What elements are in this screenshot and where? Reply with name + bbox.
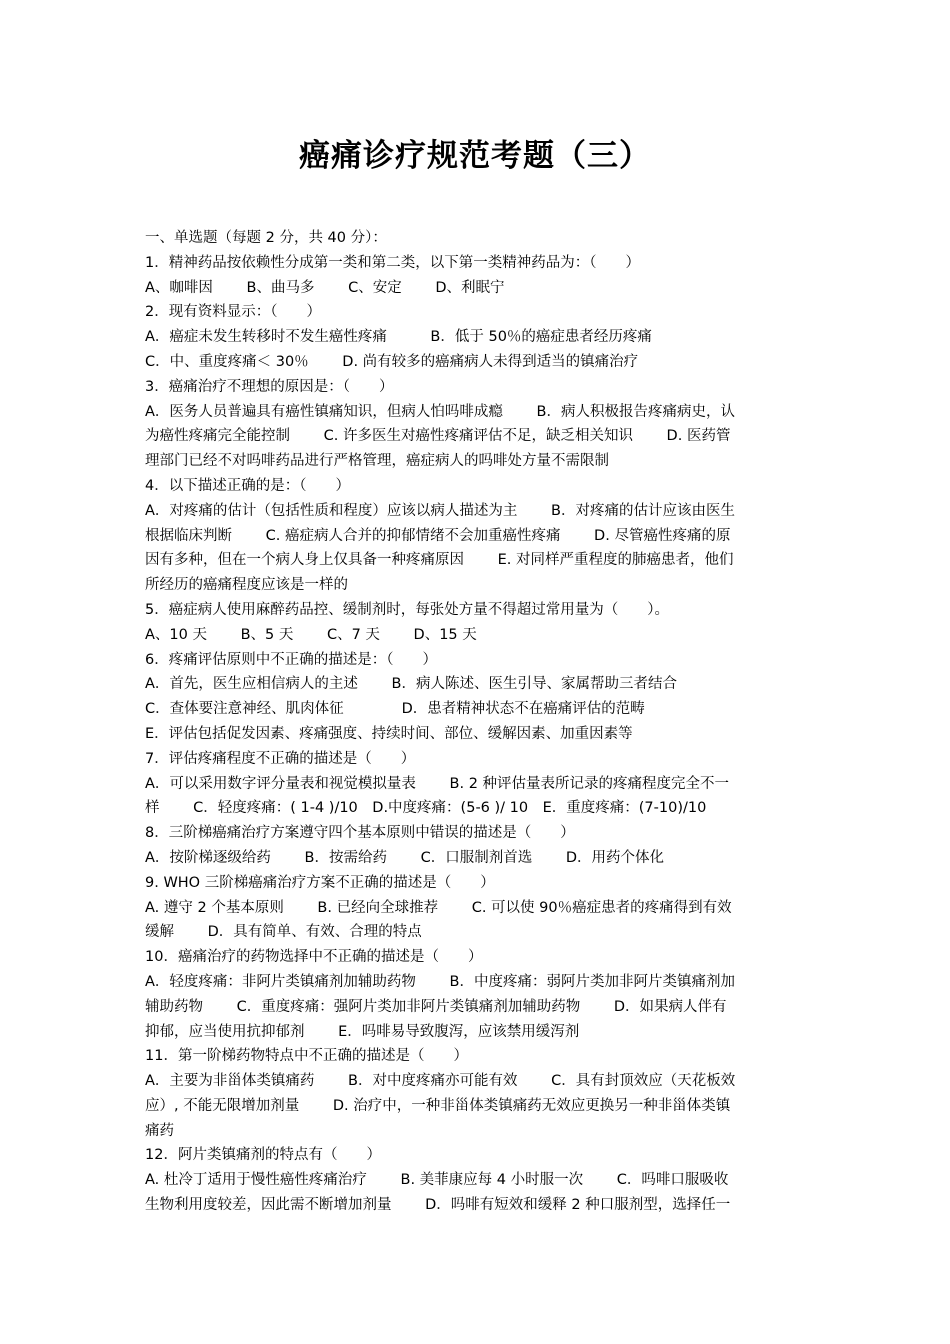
text-line: 11．第一阶梯药物特点中不正确的描述是（ ） [145, 1048, 468, 1065]
text-line: 所经历的癌痛程度应该是一样的 [145, 577, 348, 594]
text-line: 1．精神药品按依赖性分成第一类和第二类，以下第一类精神药品为：（ ） [145, 254, 640, 271]
text-line: 4．以下描述正确的是：（ ） [145, 477, 350, 494]
text-line: 9. WHO 三阶梯癌痛治疗方案不正确的描述是（ ） [145, 874, 495, 891]
text-line: 12．阿片类镇痛剂的特点有（ ） [145, 1147, 381, 1164]
text-line: 痛药 [145, 1122, 174, 1139]
text-line: 因有多种，但在一个病人身上仅具备一种疼痛原因 E. 对同样严重程度的肺癌患者，他们 [145, 552, 734, 569]
text-line: 样 C．轻度疼痛：( 1-4 )/10 D.中度疼痛：(5-6 )/ 10 E．重度疼痛：(7-10)/10 [145, 800, 707, 817]
text-line: A、10 天 B、5 天 C、7 天 D、15 天 [145, 626, 477, 643]
text-line: 缓解 D．具有简单、有效、合理的特点 [145, 924, 422, 941]
text-line: A．按阶梯逐级给药 B．按需给药 C．口服制剂首选 D．用药个体化 [145, 849, 664, 866]
text-line: A．可以采用数字评分量表和视觉模拟量表 B. 2 种评估量表所记录的疼痛程度完全不一 [145, 775, 730, 792]
text-line: 理部门已经不对吗啡药品进行严格管理，癌症病人的吗啡处方量不需限制 [145, 453, 609, 470]
exam-body [145, 226, 809, 1218]
text-line: A．对疼痛的估计（包括性质和程度）应该以病人描述为主 B．对疼痛的估计应该由医生 [145, 502, 735, 519]
text-line: 7．评估疼痛程度不正确的描述是（ ） [145, 750, 416, 767]
text-line: A．首先，医生应相信病人的主述 B．病人陈述、医生引导、家属帮助三者结合 [145, 676, 677, 693]
document-title: 癌痛诊疗规范考题（三） [299, 138, 651, 174]
text-line: 为癌性疼痛完全能控制 C. 许多医生对癌性疼痛评估不足，缺乏相关知识 D. 医药管 [145, 428, 731, 445]
text-line: 6．疼痛评估原则中不正确的描述是：（ ） [145, 651, 437, 668]
text-line: A. 遵守 2 个基本原则 B. 已经向全球推荐 C. 可以使 90％癌症患者的疼痛得到有效 [145, 899, 732, 916]
text-line: A．主要为非甾体类镇痛药 B．对中度疼痛亦可能有效 C．具有封顶效应（天花板效 [145, 1073, 736, 1090]
text-line: A．癌症未发生转移时不发生癌性疼痛 B．低于 50％的癌症患者经历疼痛 [145, 329, 652, 346]
text-line: 3．癌痛治疗不理想的原因是：（ ） [145, 378, 394, 395]
text-line: 10．癌痛治疗的药物选择中不正确的描述是（ ） [145, 949, 483, 966]
text-line: 2．现有资料显示：（ ） [145, 304, 321, 321]
text-line: 5．癌症病人使用麻醉药品控、缓制剂时，每张处方量不得超过常用量为（ ）。 [145, 601, 669, 618]
text-line: 一、单选题（每题 2 分，共 40 分）： [145, 230, 387, 246]
text-line: 辅助药物 C．重度疼痛：强阿片类加非阿片类镇痛剂加辅助药物 D．如果病人伴有 [145, 998, 727, 1015]
text-line: 抑郁，应当使用抗抑郁剂 E．吗啡易导致腹泻，应该禁用缓泻剂 [145, 1023, 580, 1040]
text-line: 根据临床判断 C. 癌症病人合并的抑郁情绪不会加重癌性疼痛 D. 尽管癌性疼痛的原 [145, 527, 731, 544]
text-line: A. 杜冷丁适用于慢性癌性疼痛治疗 B. 美菲康应每 4 小时服一次 C．吗啡口服吸收 [145, 1172, 729, 1189]
text-line: A、咖啡因 B、曲马多 C、安定 D、利眠宁 [145, 279, 505, 296]
text-line: 生物利用度较差，因此需不断增加剂量 D．吗啡有短效和缓释 2 种口服剂型，选择任一 [145, 1197, 731, 1214]
text-line: 应）, 不能无限增加剂量 D. 治疗中，一种非甾体类镇痛药无效应更换另一种非甾体类镇 [145, 1097, 731, 1114]
text-line: A．轻度疼痛：非阿片类镇痛剂加辅助药物 B．中度疼痛：弱阿片类加非阿片类镇痛剂加 [145, 973, 735, 990]
text-line: C．中、重度疼痛＜ 30％ D. 尚有较多的癌痛病人未得到适当的镇痛治疗 [145, 353, 639, 370]
text-line: 8．三阶梯癌痛治疗方案遵守四个基本原则中错误的描述是（ ） [145, 825, 575, 842]
text-line: C．查体要注意神经、肌肉体征 D．患者精神状态不在癌痛评估的范畴 [145, 701, 645, 718]
text-line: E．评估包括促发因素、疼痛强度、持续时间、部位、缓解因素、加重因素等 [145, 725, 633, 742]
text-line: A．医务人员普遍具有癌性镇痛知识，但病人怕吗啡成瘾 B．病人积极报告疼痛病史，认 [145, 403, 735, 420]
